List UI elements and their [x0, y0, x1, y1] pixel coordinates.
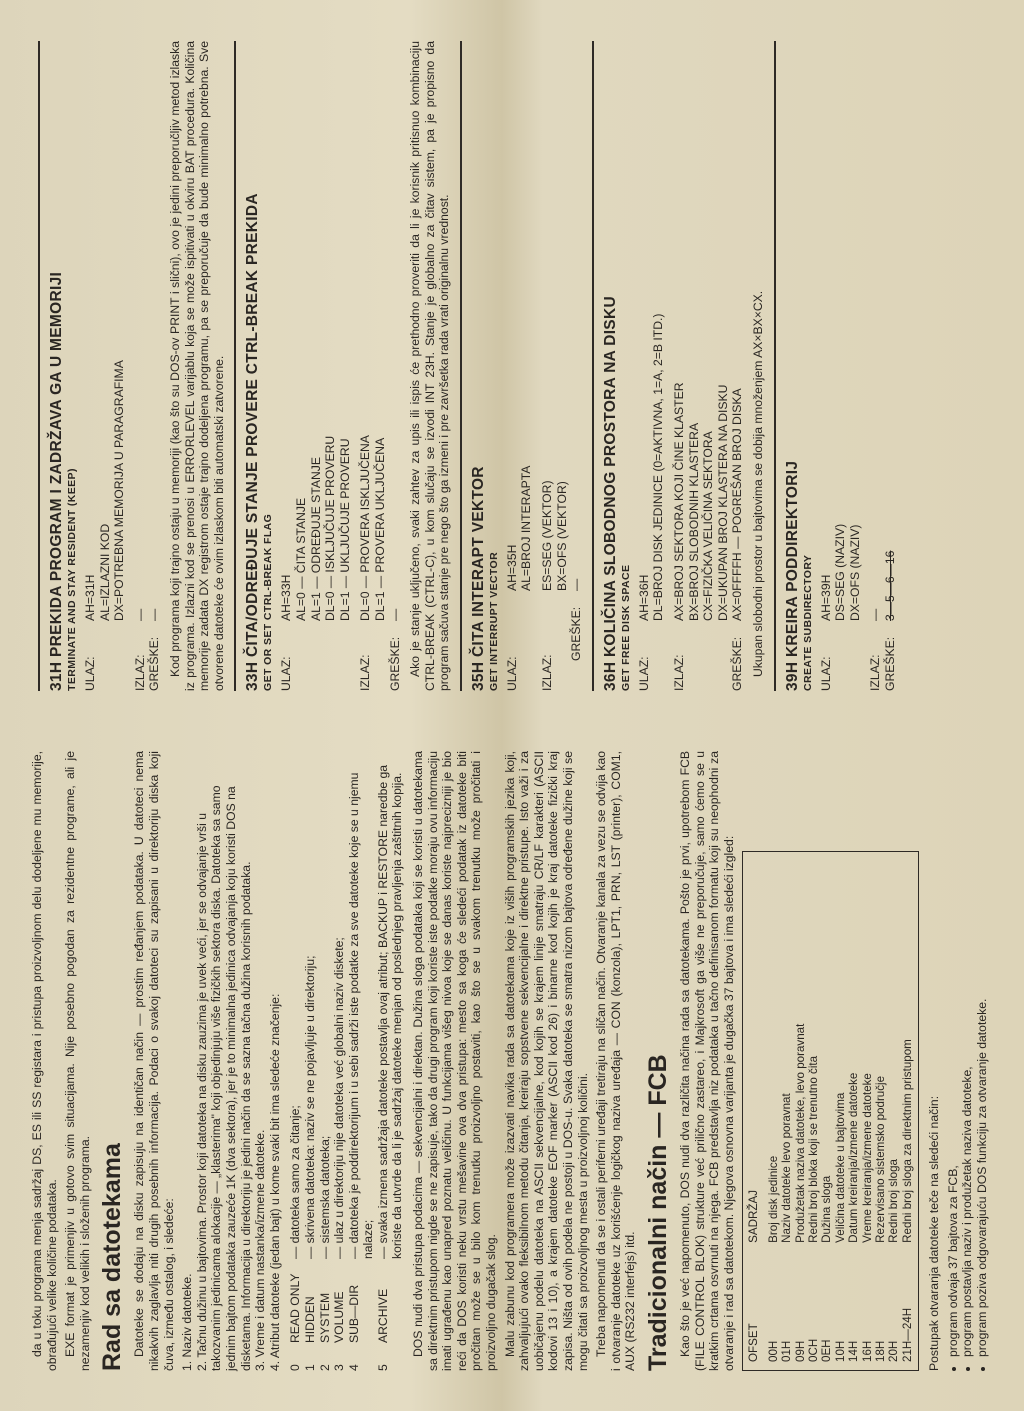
section-36h-paragraph: Ukupan slobodni prostor u bajtovima se dobija množenjem AX×BX×CX. — [751, 290, 765, 677]
attr-name: ARCHIVE — [375, 1288, 390, 1343]
section-rule — [774, 41, 776, 691]
section-33h-input: ULAZ: AH=33H AL=0 — ČITA STANJE AL=1 — ODREĐUJE STANJE DL=0 — ISKLJUČUJE PROVERU DL=1 — UKLJUČUJE PROVERU — [279, 435, 352, 691]
section-31h-errors: GREŠKE: — — [147, 608, 162, 691]
table-row: 00H Broj disk jedinice — [766, 1155, 780, 1362]
fcb-header-content: SADRŽAJ — [747, 1189, 761, 1243]
section-33h-output: IZLAZ: DL=0 — PROVERA ISKLJUČENA DL=1 — PROVERA UKLJUČENA — [358, 435, 387, 691]
section-31h-paragraph: Kod programa koji trajno ostaju u memoriji (kao što su DOS-ov PRINT i slični), ovo je jedini preporučljiv metod izlaska iz programa. Izlazni kod se prenosi u ERRORLEVEL varijablu koja se može ispitivati u okviru BAT procedura. Količina memorije zadata DX registrom ostaje trajno dodeljena programu, pa se preporučuje da bude minimalno potrebna. Sve otvorene datoteke će ovim izlaskom biti automatski zatvorene. — [167, 41, 226, 691]
open-file-steps — [946, 751, 990, 1371]
section-rule — [38, 41, 40, 691]
section-39h-input: ULAZ: AH=39H DS=SEG (NAZIV) DX=OFS (NAZIV) — [818, 523, 862, 691]
file-field-item: 3. Vreme i datum nastanka/izmene datoteke. — [253, 1129, 268, 1371]
attr-desc: — sistemska datoteka; — [317, 1135, 332, 1259]
file-fields-list — [180, 751, 282, 1371]
list-item: • program poziva odgovarajuću DOS funkciju za otvaranje datoteke. — [975, 751, 990, 1357]
attr-name: HIDDEN — [302, 1296, 317, 1343]
attr-name: SYSTEM — [317, 1292, 332, 1343]
attr-desc: — datoteka je poddirektorijum i u sebi sadrži iste podatke za sve datoteke koje se u njemu nalaze; — [346, 772, 376, 1259]
intro-paragraph-1: da u toku programa menja sadržaj DS, ES ili SS registara i pristupa proizvoljnom delu dodeljene mu memorije, obrađujući velike količine podataka. — [30, 751, 59, 1371]
attr-desc: — datoteka samo za čitanje; — [288, 1105, 303, 1259]
table-row — [914, 852, 919, 1371]
file-field-item: 2. Tačnu dužinu u bajtovima. Prostor koji datoteka na disku zauzima je uvek veći, jer se odvajanje vrši u takozvanim jedinicama alokacije — „klasterima" koji objedinjuju više fizičkih sektora diska. Datoteka sa samo jednim bajtom podataka zauzeće 1K (dva sektora), jer je to minimalna jedinica odvajanja koju koristi DOS na disketama. Informacija u direktoriju je jedini način da se sazna tačna dužina korisnih podataka. — [194, 785, 253, 1371]
table-row: 01H Naziv datoteke levo poravnat — [780, 1093, 794, 1362]
attr-bit: 3 — [332, 1364, 347, 1371]
section-36h-input: ULAZ: AH=36H DL=BROJ DISK JEDINICE (0=AKTIVNA, 1=A, 2=B ITD.) — [636, 313, 666, 691]
section-31h-subtitle: TERMINATE AND STAY RESIDENT (KEEP) — [66, 468, 78, 691]
attr-name: READ ONLY — [288, 1273, 303, 1343]
section-39h-output: IZLAZ: — — [868, 608, 883, 691]
section-36h-subtitle: GET FREE DISK SPACE — [619, 564, 632, 691]
section-31h-output: IZLAZ: — — [132, 608, 147, 691]
attr-bit: 1 — [302, 1364, 317, 1371]
table-row: 09H Produžetak naziva datoteke, levo poravnat — [793, 1023, 807, 1362]
attr-bit: 4 — [346, 1364, 361, 1371]
list-item: • program odvaja 37 bajtova za FCB, — [946, 751, 961, 1357]
attribute-table — [288, 751, 405, 1371]
section-33h-subtitle: GET OR SET CTRL-BREAK FLAG — [262, 513, 275, 691]
table-row: 0CH Redni broj bloka koji se trenutno čita — [806, 1055, 820, 1362]
section-rule — [592, 41, 594, 691]
section-35h-input: ULAZ: AH=35H AL=BROJ INTERAPTA — [504, 465, 534, 691]
fcb-header-offset: OFSET — [747, 1323, 761, 1362]
attr-desc: — svaka izmena sadržaja datoteke postavlja ovaj atribut; BACKUP i RESTORE naredbe ga koriste da utvrde da li je sadržaj datoteke menjan od poslednjeg pravljenja zaštitnih kopija. — [375, 764, 405, 1259]
section-35h-subtitle: GET INTERRUPT VECTOR — [487, 551, 500, 691]
fcb-table — [742, 851, 919, 1371]
section-36h-output: IZLAZ: AX=BROJ SEKTORA KOJI ČINE KLASTER BX=BROJ SLOBODNIH KLASTERA CX=FIZIČKA VELIČINA SEKTORA DX=UKUPAN BROJ KLASTERA NA DISKU — [672, 382, 730, 691]
section-rule — [460, 41, 462, 691]
table-row: 18H Rezervisano sistemsko područje — [874, 1075, 887, 1362]
table-row: 21H—24H Redni broj sloga za direktnim pristupom — [900, 1039, 914, 1362]
section-33h-paragraph: Ako je stanje uključeno, svaki zahtev za upis ili ispis će prethodno proveriti da li je korisnik pritisnuo kombinaciju CTRL-BREAK (CTRL-C), u kom slučaju se izvodi INT 23H. Stanje je globalno za čitav sistem, pa je propisno da program sačuva stanje pre nego što ga izmeni i pre završetka rada vrati originalnu vrednost. — [408, 41, 452, 691]
attr-name: VOLUME — [332, 1291, 347, 1343]
attr-desc: — ulaz u direktoriju nije datoteka već globalni naziv diskete; — [332, 937, 347, 1259]
section-33h-title: 33H ČITA/ODREĐUJE STANJE PROVERE CTRL-BREAK PREKIDA — [244, 193, 262, 691]
intro-paragraph-2: EXE format je primenjiv u gotovo svim situacijama. Nije posebno pogodan za rezidentne programe, ali je nezamenjiv kod velikih i složenih programa. — [63, 751, 92, 1371]
file-field-item: 1. Naziv datoteke. — [180, 1273, 195, 1371]
right-column — [30, 41, 904, 691]
table-row: 0EH Dužina sloga — [820, 1175, 834, 1362]
table-row: 10H Veličina datoteke u bajtovima — [833, 1092, 847, 1362]
section-rule — [234, 41, 236, 691]
section-36h-errors: GREŠKE: AX=0FFFFH — POGREŠAN BROJ DISKA — [730, 388, 745, 691]
section-39h-title: 39H KREIRA PODDIREKTORIJ — [783, 460, 801, 691]
section-36h-title: 36H KOLIČINA SLOBODNOG PROSTORA NA DISKU — [601, 296, 619, 691]
section-31h-input: ULAZ: AH=31H AL=IZLAZNI KOD DX=POTREBNA MEMORIJA U PARAGRAFIMA — [83, 360, 127, 691]
fcb-paragraph: Kao što je već napomenuto, DOS nudi dva različita načina rada sa datotekama. Pošto je prvi, upotrebom FCB (FILE CONTROL BLOK) strukture već prilično zastareo, i Majkrosoft ga više ne preporučuje, samo ćemo se u kratkim crtama osvrnuti na njega. FCB predstavlja niz podataka u tačno definisanom formatu koji su neophodni za otvaranje i rad sa datotekom. Njegova osnovna varijanta je dugačka 37 bajtova i ima sledeći izgled: — [677, 751, 736, 1371]
heading-rad-sa-datotekama: Rad sa datotekama — [98, 1143, 127, 1371]
table-row: 14H Datum kreiranja/izmene datoteke — [847, 1072, 861, 1362]
section-33h-errors: GREŠKE: — — [387, 608, 402, 691]
file-field-item: 4. Atribut datoteke (jedan bajt) u kome svaki bit ima sledeće značenje: — [267, 993, 282, 1371]
attr-desc: — skrivena datoteka: naziv se ne pojavljuje u direktoriju; — [302, 955, 317, 1259]
section-35h-output: IZLAZ: ES=SEG (VEKTOR) BX=OFS (VEKTOR) — [540, 480, 569, 691]
attr-bit: 2 — [317, 1364, 332, 1371]
left-column — [30, 751, 992, 1371]
section-39h-errors: GREŠKE: 3—5—6—16 — [882, 550, 897, 691]
peripherals-paragraph: Treba napomenuti da se i ostali periferni uređaji tretiraju na sličan način. Otvaranje kanala za vezu se odvija kao i otvaranje datoteke uz korišćenje logičkog naziva uređaja — CON (konzola), LPT1, PRN, LST (printer), COM1, AUX (RS232 interfejs) itd. — [594, 751, 638, 1371]
section-35h-errors: GREŠKE: — — [569, 578, 584, 661]
attr-bit: 0 — [288, 1364, 303, 1371]
table-row: 20H Redni broj sloga — [887, 1159, 901, 1362]
table-row: 16H Vreme kreiranja/izmene datoteke — [860, 1073, 874, 1362]
section-39h-subtitle: CREATE SUBDIRECTORY — [801, 554, 814, 691]
programmer-paragraph: Malu zabunu kod programera može izazvati navika rada sa datotekama koje iz viših programskih jezika koji, zahvaljujući ovako fleksibilnom metodu čitanja, kreiraju sopstvene sekvencijalne i direktne pristupe. Isto važi i za uobičajenu podelu datoteka na ASCII sekvencijalne, kod kojih se krajem linije smatraju CR/LF karakteri (ASCII kodovi 13 i 10), a krajem datoteke EOF marker (ASCII kod 26) i binarne kod kojih je kraj datoteke fizički kraj zapisa. Ništa od ovih podela ne postoji u DOS-u. Svaka datoteka se smatra nizom bajtova određene dužine koji se mogu čitati sa proizvoljnog mesta u proizvoljnoj količini. — [502, 751, 590, 1371]
list-item: • program postavlja naziv i produžetak naziva datoteke, — [960, 751, 975, 1357]
dos-paragraph: DOS nudi dva pristupa podacima — sekvencijalni i direktan. Dužina sloga podataka koji se koristi u datotekama sa direktnim pristupom nigde se ne zapisuje, tako da drugi program koji koriste iste podatke moraju ovu informaciju imati ugrađenu kao unapred poznatu veličinu. U funkcijama višeg nivoa koje se danas koriste najprecizniji je bio reći da DOS koristi neku vrstu mešavine ova dva pristupa: mesto sa koga će sledeći podatak iz datoteke biti pročitan može se u bilo kom trenutku proizvoljno postaviti, kao što se u svakom trenutku može pročitati i proizvoljno dugačak slog. — [411, 751, 499, 1371]
heading-fcb: Tradicionalni način — FCB — [643, 1054, 672, 1371]
files-paragraph-1: Datoteke se dodaju na disku zapisuju na identičan način — prostim ređanjem podataka. U datoteci nema nikakvih zaglavlja niti drugih posebnih informacija. Podaci o svakoj datoteci su zapisani u direktoriju diska koji čuva, između ostalog, i sledeće: — [132, 751, 176, 1371]
section-31h-title: 31H PREKIDA PROGRAM I ZADRŽAVA GA U MEMORIJI — [48, 271, 65, 691]
attr-name: SUB—DIR — [346, 1284, 361, 1343]
open-file-intro: Postupak otvaranja datoteke teče na sledeći način: — [927, 1095, 942, 1371]
attr-bit: 5 — [375, 1364, 390, 1371]
section-35h-title: 35H ČITA INTERAPT VEKTOR — [469, 466, 487, 691]
